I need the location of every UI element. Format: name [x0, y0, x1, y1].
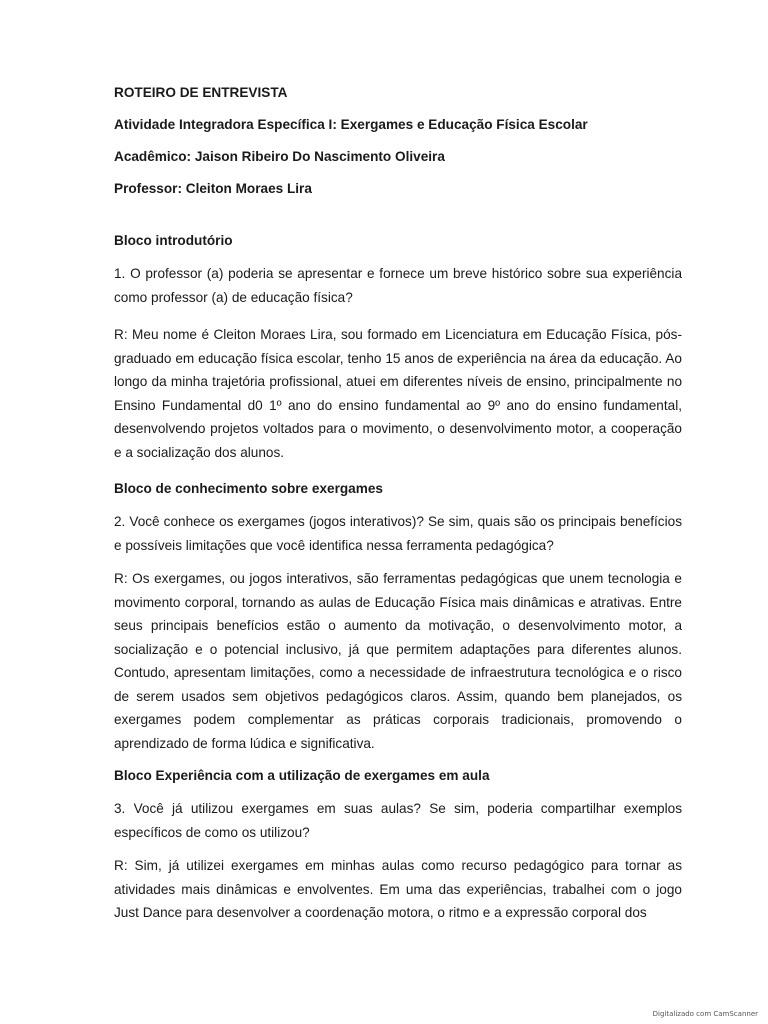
section-heading: Bloco introdutório: [114, 233, 233, 248]
answer-3: R: Sim, já utilizei exergames em minhas aulas como recurso pedagógico para tornar as atividades mais dinâmicas e envolventes. Em uma das experiências, trabalhei com o jogo Just Dance para desenvolver a coordenação motora, o ritmo e a expressão corporal dos: [114, 858, 682, 920]
section-experience: [114, 765, 682, 925]
question-3: 3. Você já utilizou exergames em suas aulas? Se sim, poderia compartilhar exemplos específicos de como os utilizou?: [114, 801, 682, 840]
scanner-watermark: Digitalizado com CamScanner: [652, 1010, 758, 1018]
section-heading: Bloco Experiência com a utilização de exergames em aula: [114, 768, 490, 783]
question-2: 2. Você conhece os exergames (jogos interativos)? Se sim, quais são os principais benefícios e possíveis limitações que você identifica nessa ferramenta pedagógica?: [114, 514, 682, 553]
question-1: 1. O professor (a) poderia se apresentar e fornece um breve histórico sobre sua experiência como professor (a) de educação física?: [114, 266, 682, 305]
student-line: Acadêmico: Jaison Ribeiro Do Nascimento Oliveira: [114, 149, 445, 164]
answer-1: R: Meu nome é Cleiton Moraes Lira, sou formado em Licenciatura em Educação Física, pós-graduado em educação física escolar, tenho 15 anos de experiência na área da educação. Ao longo da minha trajetória profissional, atuei em diferentes níveis de ensino, principalmente no Ensino Fundamental d0 1º ano do ensino fundamental ao 9º ano do ensino fundamental, desenvolvendo projetos voltados para o movimento, o desenvolvimento motor, a cooperação e a socialização dos alunos.: [114, 327, 682, 460]
activity-line: Atividade Integradora Específica I: Exergames e Educação Física Escolar: [114, 117, 588, 132]
section-knowledge: [114, 478, 682, 755]
answer-2: R: Os exergames, ou jogos interativos, são ferramentas pedagógicas que unem tecnologia e movimento corporal, tornando as aulas de Educação Física mais dinâmicas e atrativas. Entre seus principais benefícios estão o aumento da motivação, o desenvolvimento motor, a socialização e o potencial inclusivo, já que permitem adaptações para diferentes alunos. Contudo, apresentam limitações, como a necessidade de infraestrutura tecnológica e o risco de serem usados sem objetivos pedagógicos claros. Assim, quando bem planejados, os exergames podem complementar as práticas corporais tradicionais, promovendo o aprendizado de forma lúdica e significativa.: [114, 571, 682, 751]
professor-line: Professor: Cleiton Moraes Lira: [114, 181, 312, 196]
document-page: [114, 82, 682, 925]
section-intro: [114, 230, 682, 464]
section-heading: Bloco de conhecimento sobre exergames: [114, 481, 383, 496]
document-title: ROTEIRO DE ENTREVISTA: [114, 85, 288, 100]
